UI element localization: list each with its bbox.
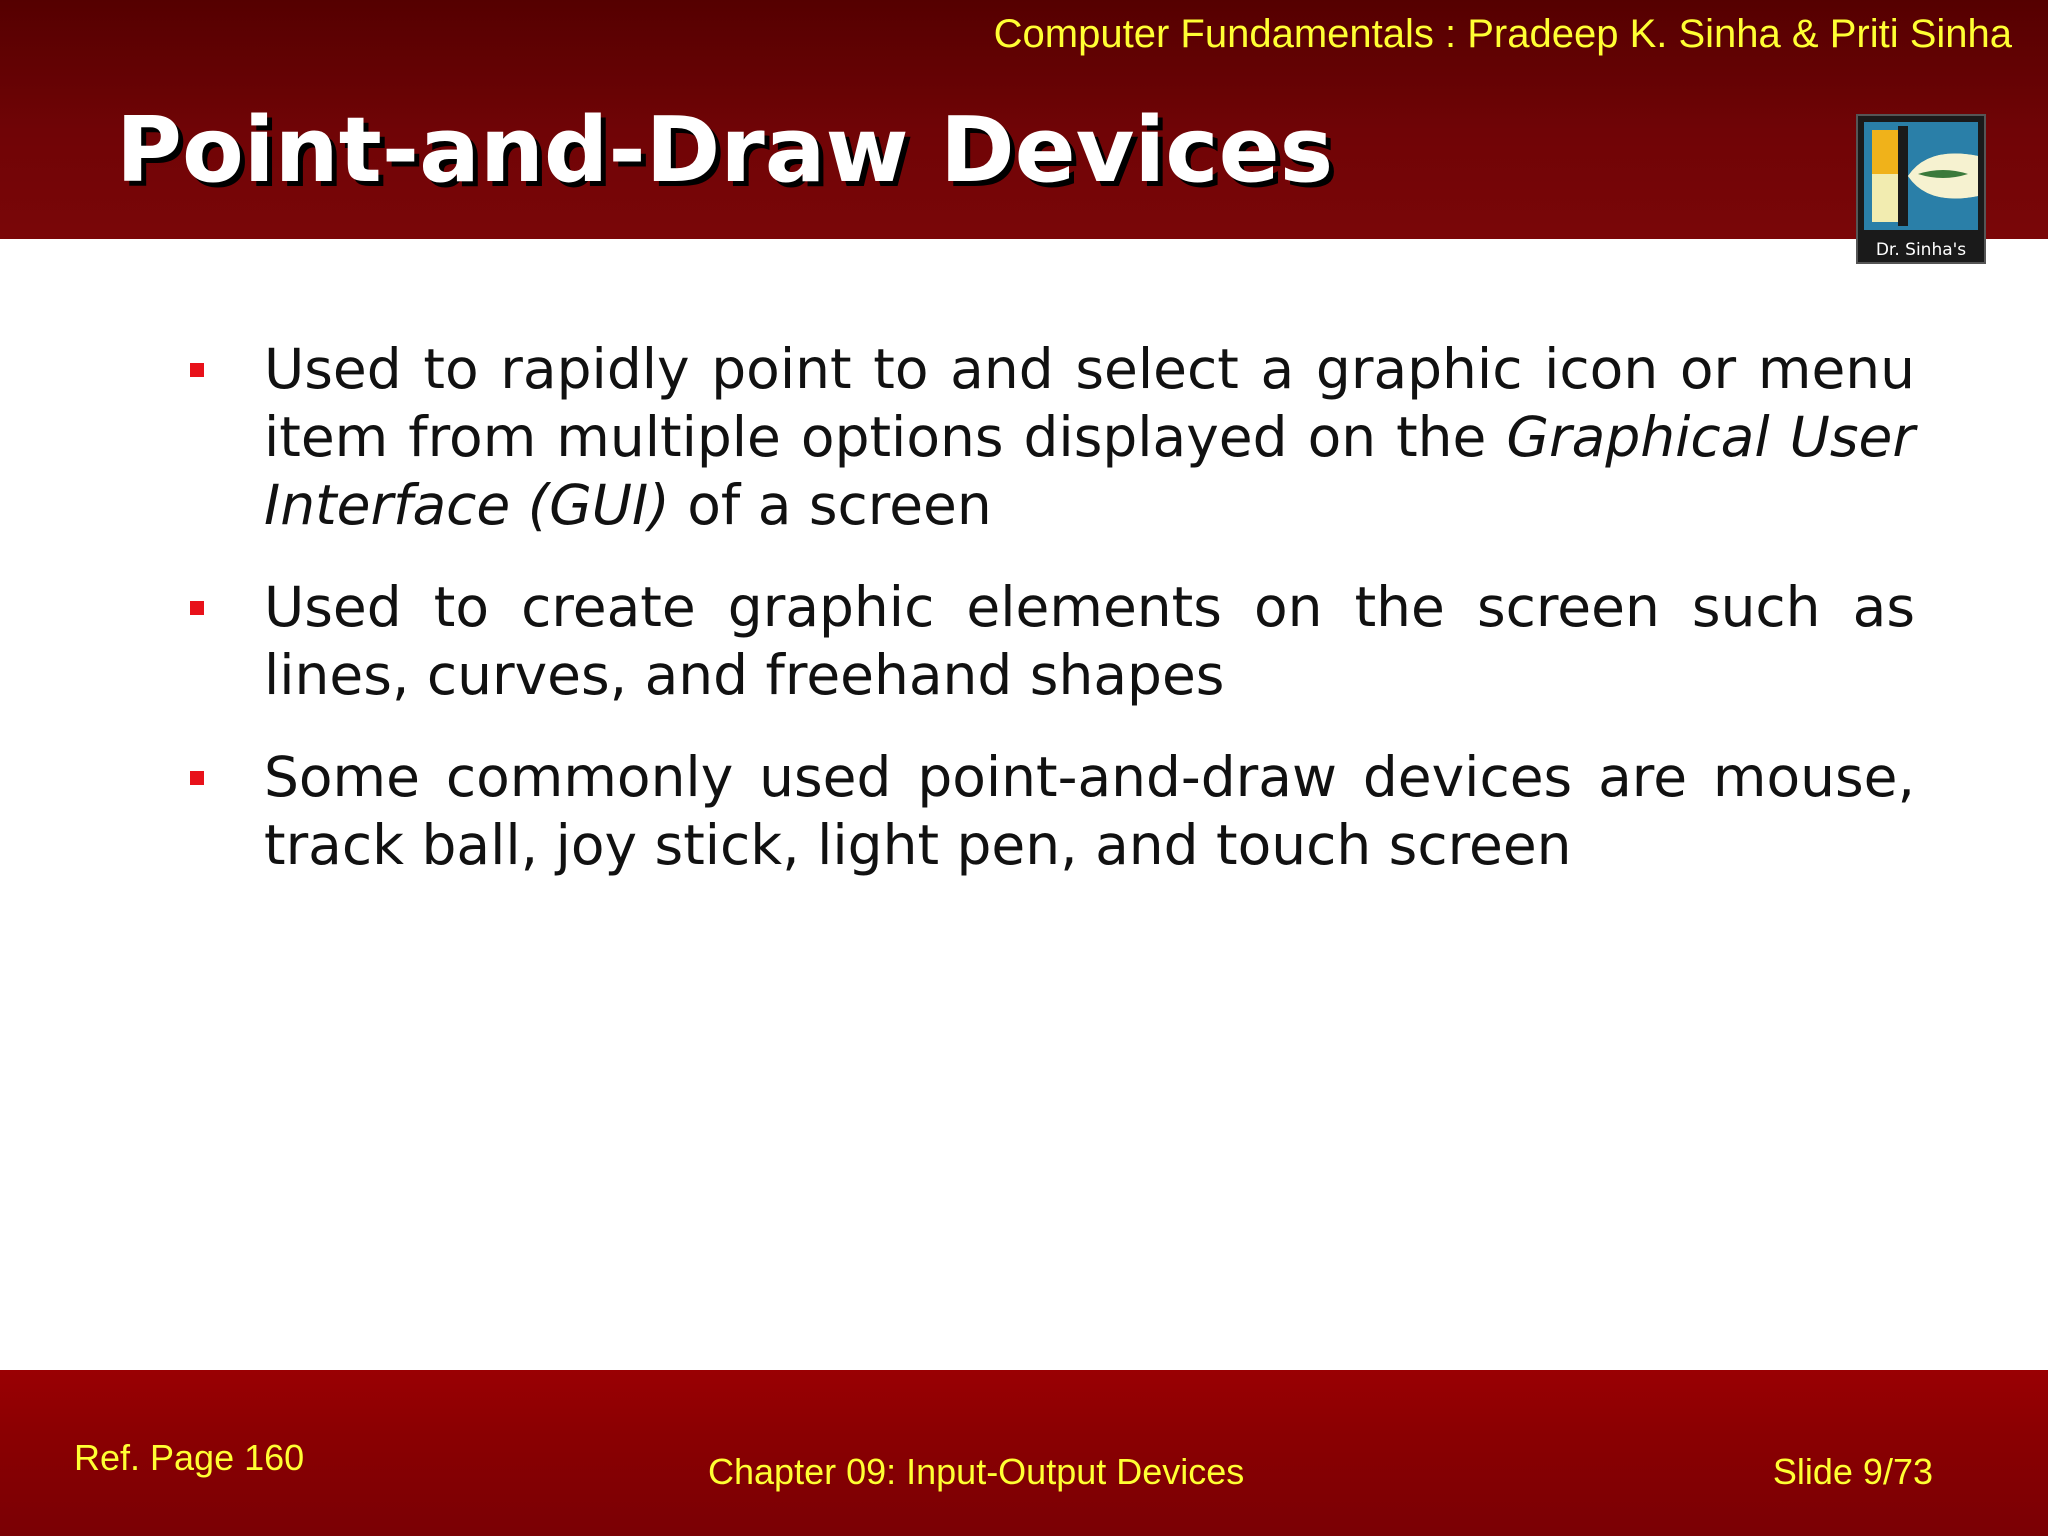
slide-number: Slide 9/73 xyxy=(1772,1451,1933,1492)
square-bullet-icon xyxy=(190,601,204,615)
bullet-list xyxy=(190,335,1915,913)
bullet-text: Some commonly used point-and-draw devices are mouse, track ball, joy stick, light pen, and touch screen xyxy=(264,745,1915,877)
reference-page: Ref. Page 160 xyxy=(74,1437,305,1478)
bullet-item xyxy=(190,335,1915,539)
slide-footer xyxy=(0,1370,2048,1536)
publisher-logo-icon xyxy=(1856,114,1986,264)
bullet-item xyxy=(190,743,1915,879)
logo-caption: Dr. Sinha's xyxy=(1875,240,1967,260)
bullet-emphasis: Graphical User Interface (GUI) xyxy=(264,405,1916,537)
bullet-text: Used to rapidly point to and select a graphic icon or menu item from multiple options displayed on the xyxy=(264,337,1915,469)
bullet-item xyxy=(190,573,1915,709)
square-bullet-icon xyxy=(190,363,204,377)
bullet-text: Used to create graphic elements on the screen such as lines, curves, and freehand shapes xyxy=(264,575,1915,707)
bullet-text-end: of a screen xyxy=(669,473,992,537)
course-title: Computer Fundamentals : Pradeep K. Sinha & Priti Sinha xyxy=(993,12,2012,56)
square-bullet-icon xyxy=(190,771,204,785)
slide-header xyxy=(0,0,2048,239)
slide-title: Point-and-Draw Devices xyxy=(116,98,1334,203)
chapter-title: Chapter 09: Input-Output Devices xyxy=(708,1451,1245,1492)
logo-graphic xyxy=(1858,116,1984,236)
